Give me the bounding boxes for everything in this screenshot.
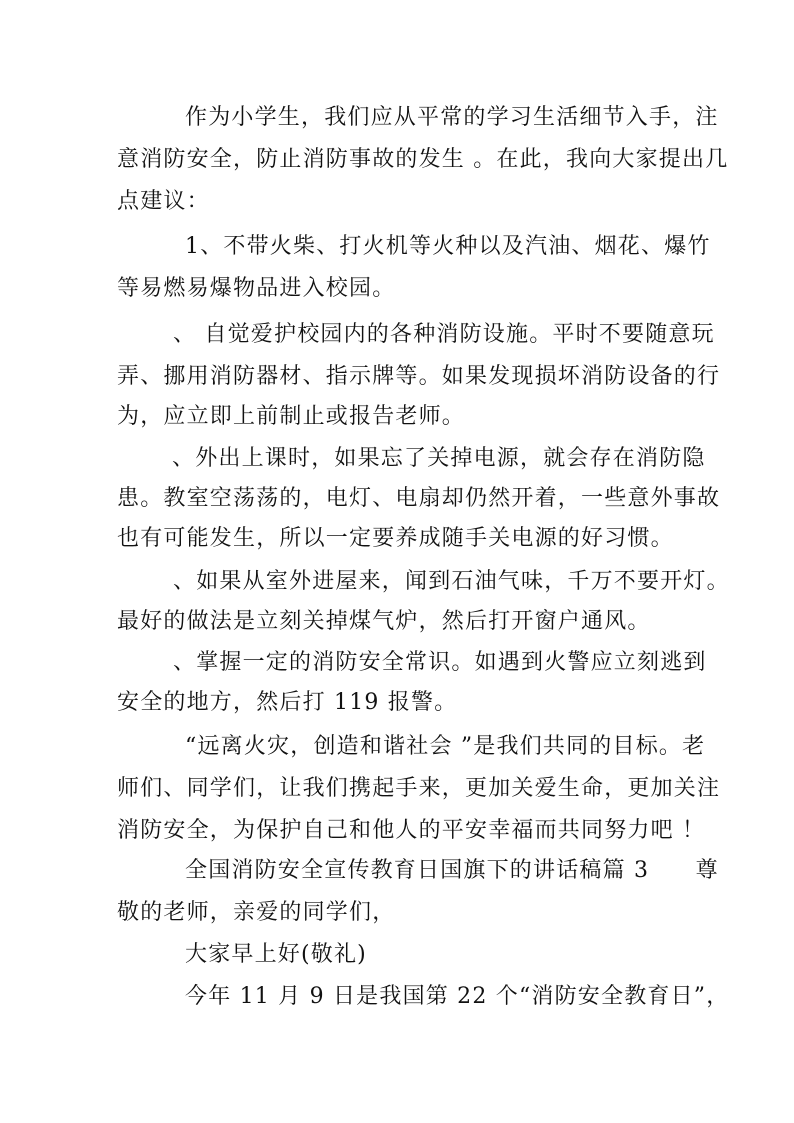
list-item-4-line: 最好的做法是立刻关掉煤气炉，然后打开窗户通风。: [117, 609, 651, 634]
list-item-5-line: 安全的地方，然后打 119 报警。: [117, 690, 458, 715]
paragraph-line: 敬的老师，亲爱的同学们，: [117, 900, 396, 925]
list-item-1-line: 等易燃易爆物品进入校园。: [117, 276, 396, 301]
greeting-line: 大家早上好(敬礼): [185, 942, 367, 967]
paragraph-line: 点建议：: [117, 189, 210, 214]
list-item-4-line: 、如果从室外进屋来，闻到石油气味，千万不要开灯。: [173, 569, 730, 594]
list-item-3-line: 患。教室空荡荡的，电灯、电扇却仍然开着，一些意外事故: [117, 486, 721, 511]
paragraph-line: 消防安全，为保护自己和他人的平安幸福而共同努力吧 ！: [117, 818, 706, 843]
list-item-5-line: 、掌握一定的消防安全常识。如遇到火警应立刻逃到: [173, 650, 707, 675]
paragraph-line: 今年 11 月 9 日是我国第 22 个“消防安全教育日”，: [185, 984, 730, 1009]
paragraph-line: 作为小学生，我们应从平常的学习生活细节入手，注: [185, 105, 719, 130]
paragraph-line: “远离火灾，创造和谐社会 ”是我们共同的目标。老: [185, 734, 706, 759]
list-item-3-line: 也有可能发生，所以一定要养成随手关电源的好习惯。: [117, 526, 674, 551]
list-item-3-line: 、外出上课时，如果忘了关掉电源，就会存在消防隐: [172, 446, 706, 471]
list-item-2-line: 为，应立即上前制止或报告老师。: [117, 404, 466, 429]
paragraph-line: 意消防安全，防止消防事故的发生 。在此，我向大家提出几: [117, 147, 729, 172]
list-item-2-line: 弄、挪用消防器材、指示牌等。如果发现损坏消防设备的行: [117, 364, 721, 389]
list-item-1-line: 1、不带火柴、打火机等火种以及汽油、烟花、爆竹: [185, 234, 711, 259]
paragraph-line: 师们、同学们，让我们携起手来，更加关爱生命，更加关注: [117, 776, 721, 801]
list-item-2-line: 、 自觉爱护校园内的各种消防设施。平时不要随意玩: [173, 322, 715, 347]
section-heading-line: 全国消防安全宣传教育日国旗下的讲话稿篇 3 尊: [185, 858, 719, 883]
